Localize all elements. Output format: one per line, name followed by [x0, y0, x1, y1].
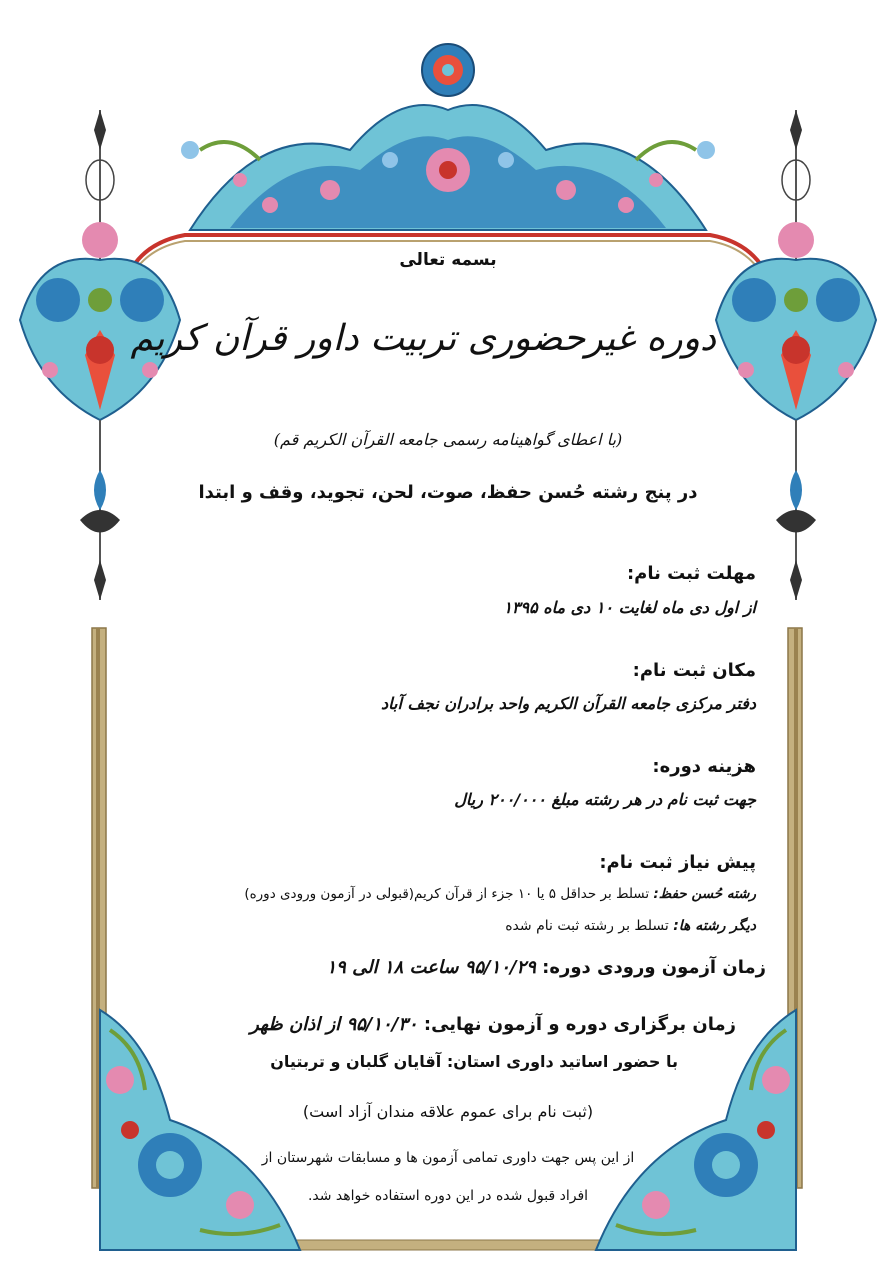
footer-note-line-2: افراد قبول شده در این دوره استفاده خواهد شد.	[307, 1188, 589, 1204]
bismillah: بسمه تعالی	[399, 250, 497, 270]
prereq-line-2-label: دیگر رشته ها:	[673, 918, 756, 934]
deadline-heading: مهلت ثبت نام:	[626, 563, 756, 584]
prereq-line-1	[244, 886, 756, 902]
final-exam-value: ۹۵/۱۰/۳۰ از اذان ظهر	[250, 1014, 418, 1035]
prereq-line-1-text: تسلط بر حداقل ۵ یا ۱۰ جزء از قرآن کریم(قبولی در آزمون ورودی دوره)	[244, 886, 650, 902]
deadline-value: از اول دی ماه لغایت ۱۰ دی ماه ۱۳۹۵	[503, 598, 756, 617]
open-registration-note: (ثبت نام برای عموم علاقه مندان آزاد است)	[302, 1102, 594, 1121]
cost-heading: هزینه دوره:	[652, 756, 756, 777]
location-value: دفتر مرکزی جامعه القرآن الکریم واحد برادران نجف آباد	[381, 694, 756, 713]
cost-value: جهت ثبت نام در هر رشته مبلغ ۲۰۰/۰۰۰ ریال	[454, 790, 756, 809]
fields-line: در پنج رشته حُسن حفظ، صوت، لحن، تجوید، وقف و ابتدا	[198, 482, 698, 503]
location-heading: مکان ثبت نام:	[632, 660, 756, 681]
page-title: دوره غیرحضوری تربیت داور قرآن کریم	[130, 318, 716, 359]
footer-note-line-1: از این پس جهت داوری تمامی آزمون ها و مسابقات شهرستان از	[261, 1150, 635, 1166]
bottom-left-ornament	[100, 1010, 300, 1250]
top-central-ornament	[181, 44, 715, 230]
prereq-line-2	[505, 918, 756, 934]
final-exam-line	[250, 1014, 736, 1035]
bottom-right-ornament	[596, 1010, 796, 1250]
prereq-line-1-label: رشته حُسن حفظ:	[653, 886, 756, 902]
entrance-exam-label: زمان آزمون ورودی دوره:	[542, 957, 766, 978]
prereq-line-2-text: تسلط بر رشته ثبت نام شده	[505, 918, 669, 934]
right-side-ornament	[716, 110, 876, 600]
final-exam-label: زمان برگزاری دوره و آزمون نهایی:	[423, 1014, 736, 1035]
entrance-exam-line	[326, 957, 766, 978]
entrance-exam-value: ۹۵/۱۰/۲۹ ساعت ۱۸ الی ۱۹	[326, 957, 536, 978]
judges-line: با حضور اساتید داوری استان: آقایان گلبان و تربتیان	[270, 1052, 678, 1071]
page-subtitle: (با اعطای گواهینامه رسمی جامعه القرآن الکریم قم)	[273, 430, 623, 449]
prereq-heading: پیش نیاز ثبت نام:	[599, 852, 756, 873]
